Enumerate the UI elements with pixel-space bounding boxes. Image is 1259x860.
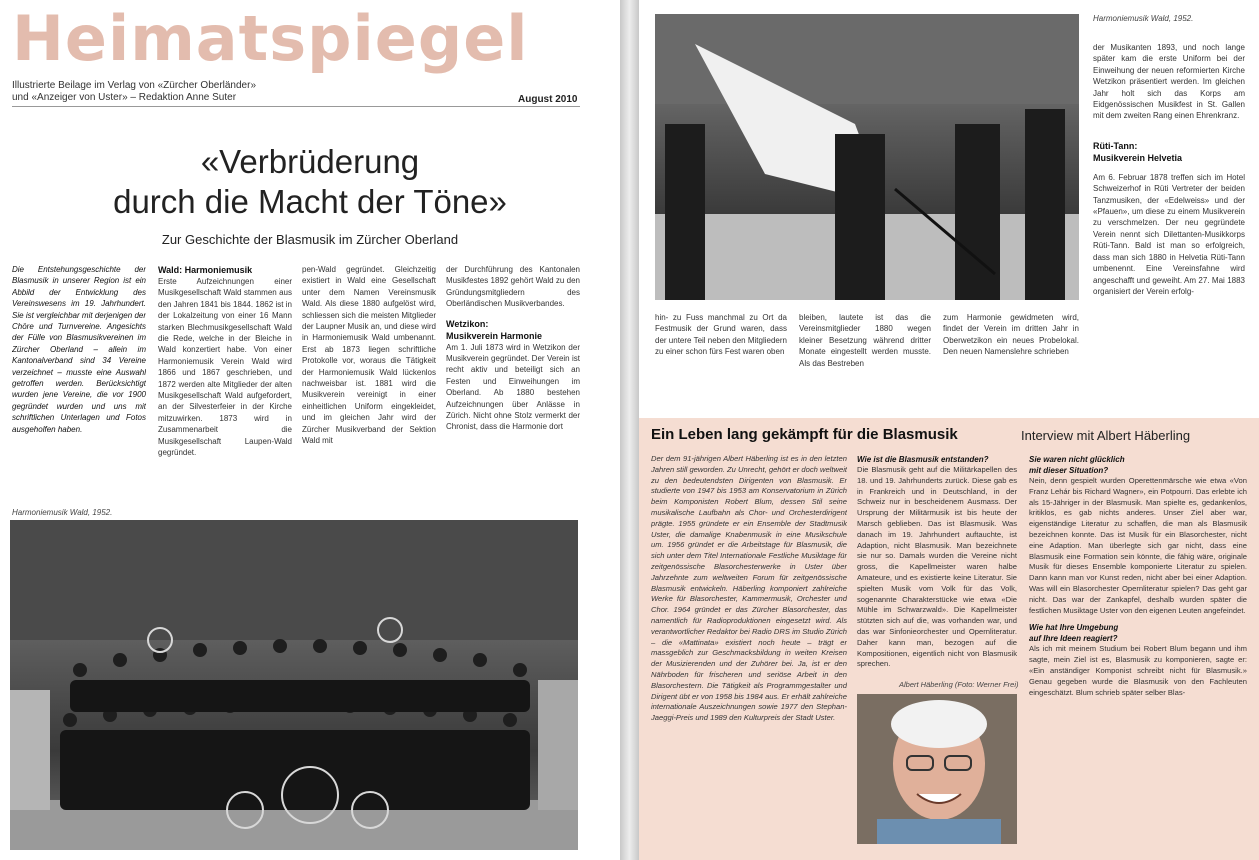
strip-column-3: zum Harmonie gewidmeten wird, findet der Verein im dritten Jahr in Oberwetzikon ein neues Probelokal. Den neuen Namenslehre schrieben: [943, 313, 1079, 357]
interview-column-2: [857, 454, 1017, 682]
section-heading-wetzikon-1: Wetzikon:: [446, 318, 489, 329]
masthead-rule: [12, 106, 580, 107]
article-column-4: [446, 264, 580, 504]
right-column-a-text-b: Am 6. Februar 1878 treffen sich im Hotel Schweizerhof in Rüti Vertreter der beiden Tanzmusiken, der «Edelweiss» und der «Pfauen», um diese zu einem Musikverein zu verschmelzen. Der neu gegründete Verein nennt sich Dilettanten-Musikkorps Rüti-Tann. Bald ist man so erfolgreich, dass man sich 1880 in Helvetia Rüti-Tann umbenennt. Eine Vereinsfahne wird angeschafft und geweiht. Am 27. Mai 1883 organisiert der Verein erfolg-: [1093, 172, 1245, 296]
page-gutter: [620, 0, 639, 860]
section-heading-rueti-2: Musikverein Helvetia: [1093, 152, 1183, 163]
right-page: [639, 0, 1259, 860]
interview-column-1: Der dem 91-jährigen Albert Häberling ist es in den letzten Jahren still geworden. Zu Unrecht, gehört er doch weltweit zu den bedeutendsten Dirigenten von Blasmusik. Er studierte von 1947 bis 1953 am Konservatorium in Zürich beim Komponisten Robert Blum, dessen Stil seine musikalische Laufbahn als Chor- und Orchesterdirigent prägte. 1955 gründete er ein Ensemble der Stadtmusik Uster, die damalige Knabenmusik in eine Musikschule um. 1956 gründet er die Arbeitstage für Blasmusik, die sich unter dem Titel Internationale Festliche Musiktage für zeitgenössische Blasorchesterwerke in Uster über Jahrzehnte zum weltweiten Forum für zeitgenössische Blasmusik entwickeln. Häberling komponiert zahlreiche Werke für Blasorchester, Kammermusik, Orchester und Chor. 1964 gründet er das Zürcher Blasorchester, das namentlich für Radioproduktionen eingesetzt wird. Als verantwortlicher Redaktor bei Radio DRS im Studio Zürich – die «Mattinata» existiert noch heute – trägt er massgeblich zur Geschmacksbildung in weiten Kreisen der Musizierenden und der Zuhörer bei. Ja, ist er den Nährboden für frischeren und seriöse Arbeit in den Blasorchestern. Die Tätigkeit als Programmgestalter und Dirigent übt er von 1958 bis 1984 aus. Er erhält zahlreiche internationale Auszeichnungen sowie 1977 den Stephan-Jaeggi-Preis und 1989 den Kulturpreis der Stadt Uster.: [651, 454, 847, 723]
interview-answer-2: Nein, denn gespielt wurden Operettenmärsche wie etwa «Von Franz Lehár bis Richard Wagner», ein Potpourri. Das erlebte ich als 15-Jähriger in der Blasmusik. Man spielte es, gedankenlos, kritiklos, es gab nichts anderes. Unser Ziel aber war, eigenständige Literatur zu schaffen, die man als Blasmusik bezeichnen konnte. Das ist Musik für ein Blasorchester, nicht eine Adaption. Man überlegte sich gar nicht, dass eine Blasmusik eine Formation sein könnte, die fähig wäre, originale Musik für dieses Ensemble komponierte Literatur zu spielen. Dann kann man vor Kunst reden, nicht aber bei einer Adaption. Was will ein Blasorchester Opernliteratur spielen? Das geht gar nicht. Das war der Zankapfel, deshalb wurden später die festlichen Musiktage Uster von den eigenen Leuten angefeindet.: [1029, 476, 1247, 615]
band-photo-illustration: [10, 520, 578, 850]
interview-question-3-line-2: auf Ihre Ideen reagiert?: [1029, 634, 1118, 644]
article-column-3: pen-Wald gegründet. Gleichzeitig existiert in Wald eine Gesellschaft unter dem Namen Vereinsmusik Wald. Als diese 1880 aufgelöst wird, schliessen sich die meisten Mitglieder der Laupner Musik an, und diese wird in Harmoniemusik Wald umbenannt. Erst ab 1873 liegen schriftliche Protokolle vor, woraus die Tätigkeit der Harmoniemusik Wald lückenlos nachweisbar ist. 1881 wird die Musikverein vereinigt in einer einheitlichen Uniform eingekleidet, und im gleichen Jahr wird der Zürcher Musikverband der Sektion Wald mit: [302, 265, 436, 446]
headline-line-1: «Verbrüderung: [200, 143, 420, 180]
section-heading-wetzikon-2: Musikverein Harmonie: [446, 330, 543, 341]
section-heading-wald: Wald: Harmoniemusik: [158, 265, 253, 275]
portrait-illustration: [857, 694, 1017, 844]
headline-line-2: durch die Macht der Töne»: [113, 183, 507, 220]
strip-column-2: bleiben, lautete ist das die Vereinsmitglieder 1880 wegen kleiner Besetzung während dritter Monate eingestellt werden musste. Als das Bestreben: [799, 313, 931, 368]
right-column-a: [1093, 34, 1245, 410]
band-photo-caption: Harmoniemusik Wald, 1952.: [12, 508, 113, 517]
flag-ceremony-photo: [655, 14, 1079, 300]
strip-column-1: hin- zu Fuss manchmal zu Ort da Festmusik der Grund waren, dass der untere Teil neben den Mitgliedern zu einer schon fürs Fest waren oben: [655, 313, 787, 357]
column-4-text-a: der Durchführung des Kantonalen Musikfestes 1892 gehört Wald zu den Gründungsmitgliedern des Oberländischen Musikverbandes.: [446, 265, 580, 309]
article-intro: Die Entstehungsgeschichte der Blasmusik in unserer Region ist ein Abbild der Entwicklung des Vereinswesens im 19. Jahrhundert. Sie ist vergleichbar mit derjenigen der Chöre und Turnvereine. Angesichts der Fülle von Blasmusikvereinen im Zürcher Oberland – allein im Kantonalverband sind 34 Vereine verzeichnet – musste eine Auswahl getroffen werden. Berücksichtigt wurden jene Vereine, die vor 1900 gegründet wurden und uns mit schriftlichen Unterlagen und Fotos ausgeholfen haben.: [12, 265, 146, 434]
section-heading-rueti-1: Rüti-Tann:: [1093, 140, 1138, 151]
flag-photo-caption: Harmoniemusik Wald, 1952.: [1093, 14, 1194, 23]
interview-answer-3: Als ich mit meinem Studium bei Robert Blum begann und ihm sagte, mein Ziel ist es, Blasmusik zu komponieren, sagte er: «Ein anständiger Komponist schreibt nicht für Blasmusik.» Genau gegeben wurde die Blasmusik von den Fachleuten eingeschätzt. Blum schrieb später selber Blas-: [1029, 644, 1247, 697]
right-column-a-text: der Musikanten 1893, und noch lange später kam die erste Uniform bei der Einweihung der neuen reformierten Kirche Wetzikon präsentiert werden. Im gleichen Jahr holt sich das Korps am Eidgenössischen Musikfest in St. Gallen mit dem zweiten Rang einen Ehrenkranz.: [1093, 43, 1245, 121]
column-2-text: Erste Aufzeichnungen einer Musikgesellschaft Wald stammen aus den Jahren 1841 bis 1844. 1862 ist in der Lokalzeitung von einer 16 Mann starken Blechmusikgesellschaft Wald die Rede, welche in der Bleiche in Wald konzertiert habe. Von einer Harmoniemusik Verein Wald wird 1866 und 1867 geschrieben, und 1872 werden alte Mitglieder der alten Musikgesellschaft Wald aufgefordert, an der Silvesterfeier in der Kirche mitzuwirken. 1873 wird in Zusammenarbeit die Musikgesellschaft Laupen-Wald gegründet.: [158, 277, 292, 458]
interview-subtitle: Interview mit Albert Häberling: [1021, 428, 1191, 443]
article-column-2: [158, 264, 292, 504]
interview-question-3-line-1: Wie hat Ihre Umgebung: [1029, 623, 1119, 633]
portrait-caption: Albert Häberling (Foto: Werner Frei): [899, 680, 1019, 689]
interview-title: Ein Leben lang gekämpft für die Blasmusik: [651, 426, 958, 443]
interview-answer-1: Die Blasmusik geht auf die Militärkapellen des 18. und 19. Jahrhunderts zurück. Diese gab es in Frankreich und in Deutschland, in der Schweiz nur in bescheidenem Ausmass. Der Ursprung der Militärmusik ist bis heute der Marsch geblieben. Das ist Blasmusik. Was danach im 19. Jahrhundert auftauchte, ist Adaption, nicht Blasmusik. Man bezeichnete sie nur so. Damals wurden die Vereine nicht gross, die Kapellmeister waren halbe Amateure, und es existierte keine Literatur. Sie spielten Musik vom Volk für das Volk, sogenannte Charakterstücke wie etwa «Die Mühle im Schwarzwald». Die Kapellmeister stützten sich auf die, was vorhanden war, und das war Sinfonieorchester und Opernliteratur. Daher kann man, bezogen auf die Kompositionen, eigentlich nicht von Blasmusik sprechen.: [857, 465, 1017, 669]
interview-question-1: Wie ist die Blasmusik entstanden?: [857, 455, 989, 464]
band-group-photo: [10, 520, 578, 850]
interview-question-2-line-2: mit dieser Situation?: [1029, 466, 1109, 475]
article-headline: [60, 142, 560, 222]
albert-haeberling-portrait: [857, 694, 1017, 844]
flag-photo-illustration: [655, 14, 1079, 300]
issue-date: August 2010: [518, 94, 578, 105]
article-subtitle: Zur Geschichte der Blasmusik im Zürcher Oberland: [161, 232, 459, 247]
interview-question-2-line-1: Sie waren nicht glücklich: [1029, 455, 1125, 464]
masthead-title: Heimatspiegel: [12, 2, 529, 75]
left-page: [0, 0, 620, 860]
column-4-text-b: Am 1. Juli 1873 wird in Wetzikon der Musikverein gegründet. Der Verein ist recht aktiv und beteiligt sich an Festen und Einweihungen im Oberland. Ab 1880 bestehen Aufzeichnungen über Anlässe in Zürich. Nicht ohne Stolz vermerkt der Chronist, dass die Harmonie dort: [446, 342, 580, 432]
interview-column-3: [1029, 454, 1247, 850]
masthead-subline-1: Illustrierte Beilage im Verlag von «Zürcher Oberländer»: [12, 80, 257, 91]
masthead-subline-2: und «Anzeiger von Uster» – Redaktion Anne Suter: [12, 92, 237, 103]
